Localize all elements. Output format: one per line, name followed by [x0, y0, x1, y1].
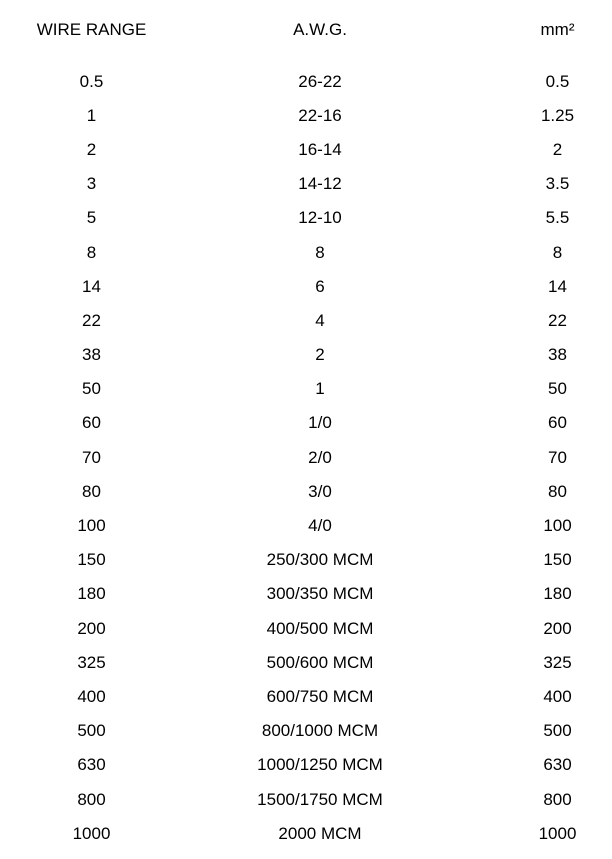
- table-cell: 5: [86, 208, 97, 228]
- table-row: [0, 543, 612, 577]
- table-cell: 4/0: [308, 516, 332, 536]
- header-body-spacer: [0, 46, 612, 64]
- table-cell: 500: [77, 721, 106, 741]
- table-cell: 400: [543, 686, 572, 706]
- table-cell: 0.5: [79, 71, 104, 91]
- table-cell: 2: [86, 139, 97, 159]
- table-cell: 325: [543, 652, 572, 672]
- column-header-awg: A.W.G.: [293, 20, 347, 39]
- table-cell: 500: [543, 721, 572, 741]
- table-cell: 38: [548, 345, 567, 365]
- table-cell: 60: [548, 413, 567, 433]
- table-row: [0, 372, 612, 406]
- table-row: [0, 235, 612, 269]
- table-cell: 8: [552, 242, 563, 262]
- table-cell: 100: [543, 516, 572, 536]
- table-cell: 1: [86, 105, 97, 125]
- table-cell: 3.5: [545, 174, 570, 194]
- table-cell: 500/600 MCM: [266, 652, 374, 672]
- table-row: [0, 64, 612, 98]
- table-row: [0, 748, 612, 782]
- table-cell: 800/1000 MCM: [261, 721, 379, 741]
- table-row: [0, 474, 612, 508]
- table-cell: 100: [77, 516, 106, 536]
- table-cell: 400: [77, 686, 106, 706]
- table-cell: 4: [315, 310, 325, 330]
- table-row: [0, 645, 612, 679]
- table-cell: 3/0: [308, 481, 332, 501]
- table-cell: 2/0: [308, 447, 332, 467]
- table-cell: 22-16: [298, 105, 342, 125]
- table-row: [0, 269, 612, 303]
- table-cell: 0.5: [545, 71, 570, 91]
- table-cell: 180: [77, 584, 106, 604]
- table-row: [0, 98, 612, 132]
- table-cell: 150: [77, 550, 106, 570]
- table-cell: 16-14: [298, 139, 342, 159]
- table-cell: 250/300 MCM: [266, 550, 374, 570]
- table-cell: 22: [82, 310, 101, 330]
- table-cell: 300/350 MCM: [266, 584, 374, 604]
- table-cell: 70: [548, 447, 567, 467]
- table-cell: 3: [86, 174, 97, 194]
- table-row: [0, 303, 612, 337]
- table-cell: 1500/1750 MCM: [257, 789, 383, 809]
- table-cell: 1000: [538, 823, 577, 843]
- table-cell: 2: [315, 345, 325, 365]
- table-cell: 5.5: [545, 208, 570, 228]
- table-row: [0, 508, 612, 542]
- table-cell: 630: [77, 755, 106, 775]
- table-cell: 200: [543, 618, 572, 638]
- table-cell: 600/750 MCM: [266, 686, 374, 706]
- table-cell: 1/0: [308, 413, 332, 433]
- table-cell: 200: [77, 618, 106, 638]
- table-cell: 14-12: [298, 174, 342, 194]
- table-cell: 1000/1250 MCM: [257, 755, 383, 775]
- table-row: [0, 440, 612, 474]
- table-row: [0, 338, 612, 372]
- table-cell: 800: [77, 789, 106, 809]
- table-cell: 14: [548, 276, 567, 296]
- table-cell: 630: [543, 755, 572, 775]
- column-header-mm2: mm²: [540, 20, 575, 39]
- table-row: [0, 782, 612, 816]
- table-row: [0, 679, 612, 713]
- table-cell: 80: [548, 481, 567, 501]
- table-cell: 50: [548, 379, 567, 399]
- table-row: [0, 201, 612, 235]
- table-row: [0, 816, 612, 850]
- table-row: [0, 406, 612, 440]
- table-cell: 60: [82, 413, 101, 433]
- table-cell: 180: [543, 584, 572, 604]
- table-row: [0, 577, 612, 611]
- column-header-wire-range: WIRE RANGE: [36, 20, 147, 39]
- table-cell: 50: [82, 379, 101, 399]
- table-body: [0, 64, 612, 850]
- table-cell: 6: [315, 276, 325, 296]
- table-row: [0, 132, 612, 166]
- table-cell: 2: [552, 139, 563, 159]
- table-cell: 70: [82, 447, 101, 467]
- table-cell: 1000: [72, 823, 111, 843]
- table-header-row: [0, 13, 612, 46]
- table-cell: 150: [543, 550, 572, 570]
- table-row: [0, 167, 612, 201]
- table-cell: 22: [548, 310, 567, 330]
- table-cell: 12-10: [298, 208, 342, 228]
- table-cell: 325: [77, 652, 106, 672]
- table-cell: 2000 MCM: [278, 823, 362, 843]
- table-cell: 26-22: [298, 71, 342, 91]
- table-cell: 14: [82, 276, 101, 296]
- table-cell: 8: [86, 242, 97, 262]
- table-cell: 38: [82, 345, 101, 365]
- table-cell: 80: [82, 481, 101, 501]
- table-cell: 1.25: [540, 105, 575, 125]
- table-row: [0, 611, 612, 645]
- table-row: [0, 714, 612, 748]
- table-cell: 1: [315, 379, 325, 399]
- table-cell: 8: [315, 242, 325, 262]
- table-cell: 400/500 MCM: [266, 618, 374, 638]
- table-cell: 800: [543, 789, 572, 809]
